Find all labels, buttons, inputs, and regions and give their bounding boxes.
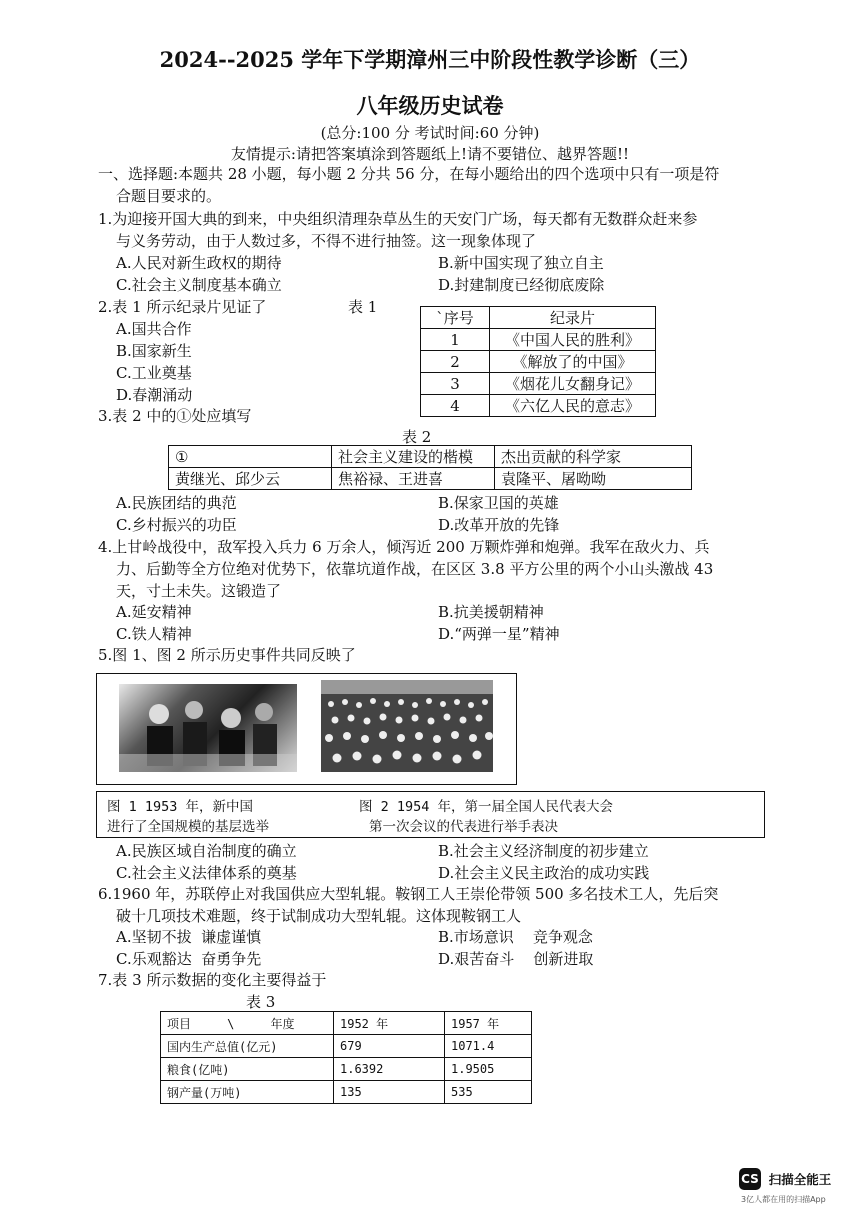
- table-header-cell: 项目 \ 年度: [161, 1012, 334, 1035]
- table-cell: 粮食(亿吨): [161, 1058, 334, 1081]
- table-cell: 1.9505: [445, 1058, 532, 1081]
- section-intro-line2: 合题目要求的。: [116, 187, 222, 205]
- q3-option-c[interactable]: C.乡村振兴的功臣: [116, 516, 237, 534]
- watermark-name: 扫描全能王: [768, 1172, 832, 1187]
- q6-stem-line1: 6.1960 年，苏联停止对我国供应大型轧辊。鞍钢工人王崇伦带领 500 多名技术工人，先后突: [98, 885, 719, 903]
- q5-stem: 5.图 1、图 2 所示历史事件共同反映了: [98, 646, 356, 664]
- q5-caption-box: [96, 791, 765, 838]
- q5-option-b[interactable]: B.社会主义经济制度的初步建立: [438, 842, 649, 860]
- figure2-caption-line1: 图 2 1954 年，第一届全国人民代表大会: [359, 799, 614, 815]
- q2-stem: 2.表 1 所示纪录片见证了: [98, 298, 267, 316]
- table-cell: 2: [421, 351, 490, 373]
- table-row: [421, 395, 656, 417]
- q3-option-a[interactable]: A.民族团结的典范: [116, 494, 237, 512]
- q1-option-d[interactable]: D.封建制度已经彻底废除: [438, 276, 605, 294]
- exam-subtitle: 八年级历史试卷: [356, 93, 504, 118]
- table-header-row: [161, 1012, 532, 1035]
- table-cell: ①: [169, 446, 332, 468]
- table-cell: 钢产量(万吨): [161, 1081, 334, 1104]
- table-cell: 国内生产总值(亿元): [161, 1035, 334, 1058]
- q7-table-caption: 表 3: [246, 993, 276, 1011]
- q1-stem-line1: 1.为迎接开国大典的到来，中央组织清理杂草丛生的天安门广场，每天都有无数群众赶来参: [98, 210, 698, 228]
- table-cell: 焦裕禄、王进喜: [332, 468, 495, 490]
- q1-stem-line2: 与义务劳动，由于人数过多，不得不进行抽签。这一现象体现了: [116, 232, 537, 250]
- table-row: [161, 1035, 532, 1058]
- section-intro-line1: 一、选择题:本题共 28 小题，每小题 2 分共 56 分，在每小题给出的四个选项中只有一项是符: [98, 165, 720, 183]
- table-cell: 《解放了的中国》: [490, 351, 656, 373]
- q3-table: [168, 445, 692, 490]
- q3-stem: 3.表 2 中的①处应填写: [98, 407, 252, 425]
- q6-stem-line2: 破十几项技术难题，终于试制成功大型轧辊。这体现鞍钢工人: [116, 907, 522, 925]
- scanner-watermark: [739, 1168, 831, 1190]
- figure1-election-photo: [119, 684, 297, 772]
- table-row: [169, 446, 692, 468]
- q4-option-a[interactable]: A.延安精神: [116, 603, 192, 621]
- q1-option-a[interactable]: A.人民对新生政权的期待: [116, 254, 282, 272]
- q4-stem-line3: 天，寸土未失。这锻造了: [116, 582, 282, 600]
- q5-figure-frame: [96, 673, 517, 785]
- page-title: 2024--2025 学年下学期漳州三中阶段性教学诊断（三）: [159, 47, 701, 72]
- table-row: [421, 329, 656, 351]
- table-row: [169, 468, 692, 490]
- q1-option-b[interactable]: B.新中国实现了独立自主: [438, 254, 604, 272]
- q2-option-a[interactable]: A.国共合作: [116, 320, 192, 338]
- table-cell: 《六亿人民的意志》: [490, 395, 656, 417]
- table-row: [161, 1058, 532, 1081]
- table-cell: 《中国人民的胜利》: [490, 329, 656, 351]
- q5-option-c[interactable]: C.社会主义法律体系的奠基: [116, 864, 297, 882]
- watermark-tagline: 3亿人都在用的扫描App: [741, 1195, 826, 1204]
- table-cell: 1: [421, 329, 490, 351]
- figure1-caption-line2: 进行了全国规模的基层选举: [107, 819, 269, 835]
- table-cell: 679: [334, 1035, 445, 1058]
- q6-option-b[interactable]: B.市场意识 竞争观念: [438, 928, 593, 946]
- exam-tip: 友情提示:请把答案填涂到答题纸上!请不要错位、越界答题!!: [230, 145, 630, 163]
- exam-meta: (总分:100 分 考试时间:60 分钟): [320, 124, 540, 142]
- q6-option-d[interactable]: D.艰苦奋斗 创新进取: [438, 950, 594, 968]
- q2-option-d[interactable]: D.春潮涌动: [116, 386, 193, 404]
- q3-table-caption: 表 2: [402, 428, 432, 446]
- table-header-cell: `序号: [421, 307, 490, 329]
- q2-option-b[interactable]: B.国家新生: [116, 342, 192, 360]
- q3-option-d[interactable]: D.改革开放的先锋: [438, 516, 560, 534]
- table-cell: 1.6392: [334, 1058, 445, 1081]
- table-header-row: [421, 307, 656, 329]
- table-header-cell: 纪录片: [490, 307, 656, 329]
- table-cell: 3: [421, 373, 490, 395]
- q2-option-c[interactable]: C.工业奠基: [116, 364, 192, 382]
- q2-table: [420, 306, 656, 417]
- table-row: [161, 1081, 532, 1104]
- table-cell: 535: [445, 1081, 532, 1104]
- q3-option-b[interactable]: B.保家卫国的英雄: [438, 494, 559, 512]
- table-cell: 1071.4: [445, 1035, 532, 1058]
- q2-table-caption: 表 1: [348, 298, 378, 316]
- q5-option-a[interactable]: A.民族区域自治制度的确立: [116, 842, 297, 860]
- q4-stem-line1: 4.上甘岭战役中，敌军投入兵力 6 万余人，倾泻近 200 万颗炸弹和炮弹。我军在敌火力、兵: [98, 538, 710, 556]
- table-header-cell: 1952 年: [334, 1012, 445, 1035]
- table-cell: 袁隆平、屠呦呦: [495, 468, 692, 490]
- q6-option-c[interactable]: C.乐观豁达 奋勇争先: [116, 950, 262, 968]
- q4-option-b[interactable]: B.抗美援朝精神: [438, 603, 544, 621]
- table-row: [421, 373, 656, 395]
- q7-stem: 7.表 3 所示数据的变化主要得益于: [98, 971, 327, 989]
- table-cell: 135: [334, 1081, 445, 1104]
- camscanner-logo-icon: CS: [739, 1168, 761, 1190]
- table-cell: 4: [421, 395, 490, 417]
- table-cell: 《烟花儿女翻身记》: [490, 373, 656, 395]
- figure2-vote-photo: [321, 680, 493, 772]
- figure2-caption-line2: 第一次会议的代表进行举手表决: [369, 819, 558, 835]
- q7-table: [160, 1011, 532, 1104]
- table-header-cell: 1957 年: [445, 1012, 532, 1035]
- table-cell: 社会主义建设的楷模: [332, 446, 495, 468]
- table-cell: 杰出贡献的科学家: [495, 446, 692, 468]
- table-row: [421, 351, 656, 373]
- q6-option-a[interactable]: A.坚韧不拔 谦虚谨慎: [116, 928, 262, 946]
- table-cell: 黄继光、邱少云: [169, 468, 332, 490]
- q4-stem-line2: 力、后勤等全方位绝对优势下，依靠坑道作战，在区区 3.8 平方公里的两个小山头激战 43: [116, 560, 714, 578]
- q1-option-c[interactable]: C.社会主义制度基本确立: [116, 276, 282, 294]
- figure1-caption-line1: 图 1 1953 年，新中国: [107, 799, 254, 815]
- q5-option-d[interactable]: D.社会主义民主政治的成功实践: [438, 864, 650, 882]
- q4-option-d[interactable]: D.“两弹一星”精神: [438, 625, 560, 643]
- q4-option-c[interactable]: C.铁人精神: [116, 625, 192, 643]
